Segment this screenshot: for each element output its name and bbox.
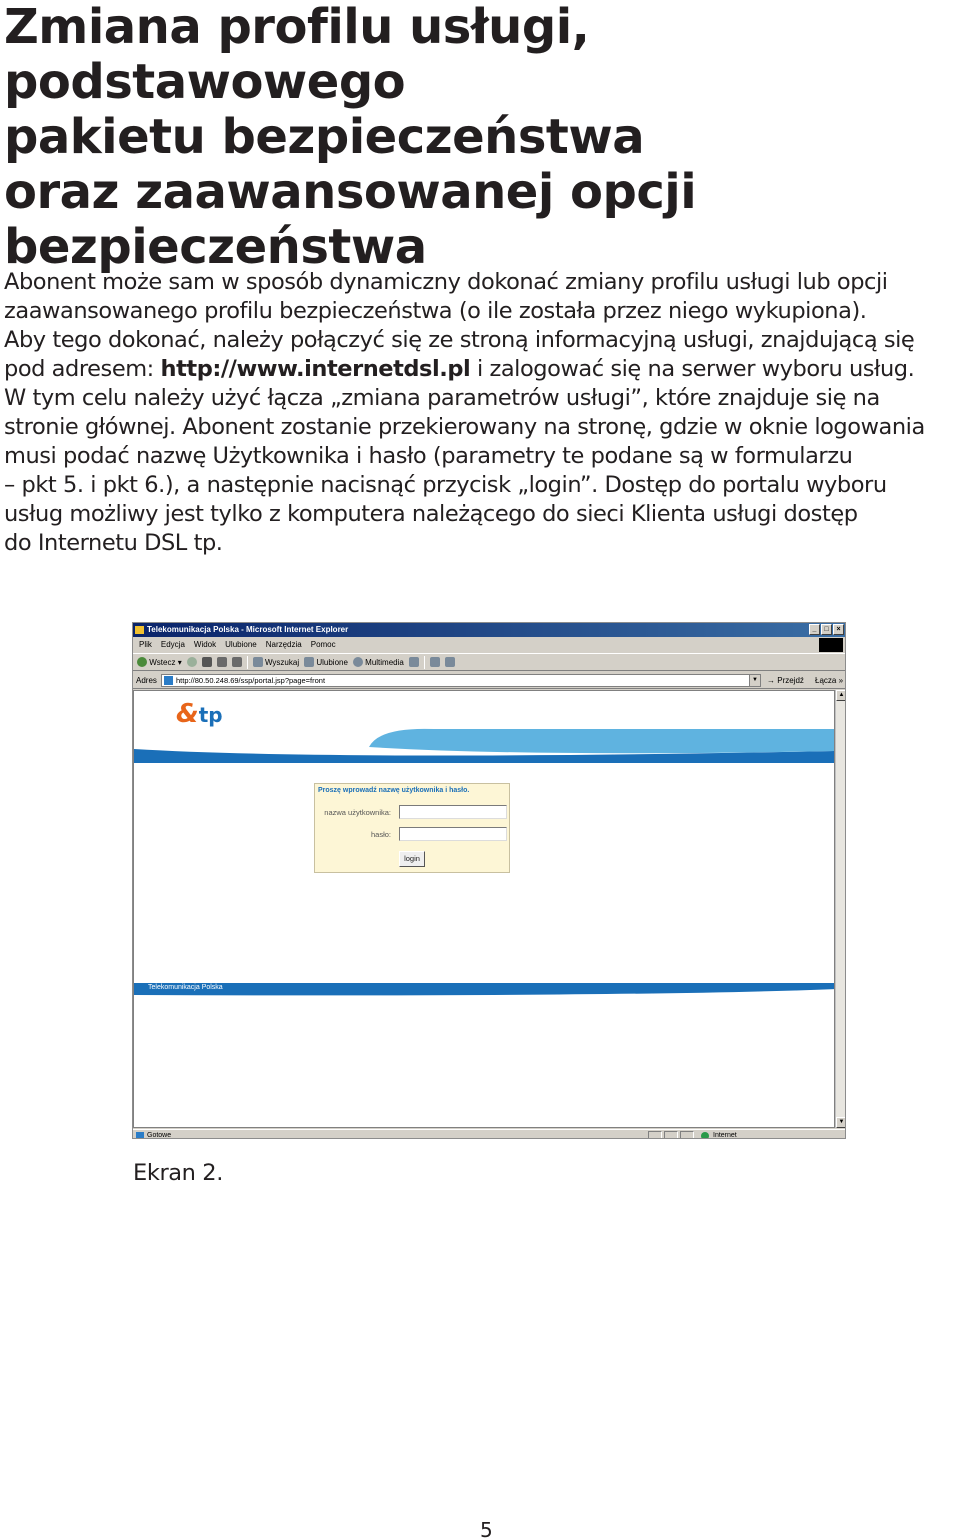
window-title: Telekomunikacja Polska - Microsoft Internet Explorer <box>147 625 349 634</box>
username-label: nazwa użytkownika: <box>324 808 391 817</box>
body-paragraph <box>4 268 960 558</box>
menu-view[interactable]: Widok <box>193 640 217 649</box>
page-icon <box>164 676 173 685</box>
login-button[interactable]: login <box>399 851 425 867</box>
password-input[interactable] <box>399 827 507 841</box>
forward-arrow-icon[interactable] <box>187 657 197 667</box>
favorites-button[interactable] <box>304 654 348 671</box>
scroll-down-icon[interactable]: ▼ <box>836 1117 846 1128</box>
figure-caption: Ekran 2. <box>133 1160 223 1186</box>
back-arrow-icon <box>137 657 147 667</box>
tp-logo <box>176 699 223 729</box>
search-button[interactable] <box>253 654 299 671</box>
ie-icon <box>135 626 144 634</box>
window-controls <box>809 624 844 635</box>
title-line: Zmiana profilu usługi, podstawowego <box>4 0 590 110</box>
multimedia-label: Multimedia <box>365 657 404 667</box>
body-line: do Internetu DSL tp. <box>4 530 223 556</box>
menu-help[interactable]: Pomoc <box>310 640 336 649</box>
username-input[interactable] <box>399 805 507 819</box>
browser-screenshot <box>132 622 846 1139</box>
body-text-fragment: i zalogować się na serwer wyboru usług. <box>470 356 915 382</box>
address-url: http://80.50.248.69/ssp/portal.jsp?page=front <box>176 676 326 685</box>
refresh-icon[interactable] <box>217 657 227 667</box>
body-line <box>4 355 960 384</box>
address-dropdown-icon[interactable]: ▼ <box>749 675 760 686</box>
menu-file[interactable]: Plik <box>139 640 152 649</box>
maximize-button[interactable]: □ <box>821 624 832 635</box>
menu-tools[interactable]: Narzędzia <box>265 640 302 649</box>
address-input[interactable] <box>161 674 761 687</box>
home-icon[interactable] <box>232 657 242 667</box>
header-banner <box>134 727 835 763</box>
title-line: oraz zaawansowanej opcji <box>4 164 697 220</box>
windows-logo-icon <box>819 638 843 652</box>
status-bar <box>133 1129 845 1139</box>
body-line: zaawansowanego profilu bezpieczeństwa (o ile została przez niego wykupiona). <box>4 298 867 324</box>
footer-text: Telekomunikacja Polska <box>148 984 223 991</box>
close-button[interactable]: × <box>833 624 844 635</box>
body-text-fragment: pod adresem: <box>4 356 161 382</box>
body-line: stronie głównej. Abonent zostanie przekierowany na stronę, gdzie w oknie logowania <box>4 414 925 440</box>
multimedia-icon <box>353 657 363 667</box>
toolbar-separator <box>247 656 248 669</box>
go-label: Przejdź <box>777 676 804 685</box>
stop-icon[interactable] <box>202 657 212 667</box>
footer-banner <box>134 983 835 997</box>
page-status-icon <box>136 1132 144 1139</box>
toolbar <box>133 653 845 671</box>
internet-zone-icon <box>701 1132 709 1139</box>
menu-favorites[interactable]: Ulubione <box>225 640 257 649</box>
address-bar <box>133 672 845 689</box>
minimize-button[interactable]: _ <box>809 624 820 635</box>
favorites-label: Ulubione <box>316 657 348 667</box>
history-icon[interactable] <box>409 657 419 667</box>
login-form <box>314 783 510 873</box>
search-icon <box>253 657 263 667</box>
status-text: Gotowe <box>147 1132 172 1139</box>
login-header: Proszę wprowadź nazwę użytkownika i hasło. <box>318 787 470 794</box>
page-viewport <box>133 690 835 1128</box>
body-line: Aby tego dokonać, należy połączyć się ze stroną informacyjną usługi, znajdującą się <box>4 327 915 353</box>
username-row <box>315 804 509 820</box>
title-line: bezpieczeństwa <box>4 219 427 275</box>
back-button[interactable]: Wstecz ▾ <box>137 654 182 671</box>
links-button[interactable]: Łącza » <box>815 676 844 685</box>
go-button[interactable]: → Przejdź <box>767 676 804 685</box>
body-line: W tym celu należy użyć łącza „zmiana parametrów usługi”, które znajduje się na <box>4 385 880 411</box>
print-icon[interactable] <box>445 657 455 667</box>
menu-bar <box>133 637 845 653</box>
body-line: Abonent może sam w sposób dynamiczny dokonać zmiany profilu usługi lub opcji <box>4 269 888 295</box>
window-titlebar <box>133 623 845 637</box>
multimedia-button[interactable] <box>353 654 404 671</box>
security-zone: Internet <box>713 1132 737 1139</box>
body-line: usług możliwy jest tylko z komputera należącego do sieci Klienta usługi dostęp <box>4 501 858 527</box>
url-link[interactable]: http://www.internetdsl.pl <box>160 356 471 382</box>
vertical-scrollbar[interactable] <box>835 690 846 1128</box>
logo-text: tp <box>198 703 223 727</box>
body-line: – pkt 5. i pkt 6.), a następnie nacisnąć przycisk „login”. Dostęp do portalu wyboru <box>4 472 887 498</box>
address-label: Adres <box>136 676 157 685</box>
mail-icon[interactable] <box>430 657 440 667</box>
page-title <box>4 0 944 275</box>
status-panels <box>648 1131 694 1139</box>
logo-ampersand: & <box>176 699 199 729</box>
body-line: musi podać nazwę Użytkownika i hasło (parametry te podane są w formularzu <box>4 443 853 469</box>
password-label: hasło: <box>370 830 391 839</box>
title-line: pakietu bezpieczeństwa <box>4 109 645 165</box>
password-row <box>315 826 509 842</box>
scroll-up-icon[interactable]: ▲ <box>836 690 846 701</box>
toolbar-separator <box>424 656 425 669</box>
search-label: Wyszukaj <box>264 657 300 667</box>
links-label: Łącza <box>815 676 837 685</box>
page-number: 5 <box>480 1518 493 1540</box>
menu-edit[interactable]: Edycja <box>160 640 185 649</box>
back-label: Wstecz <box>149 657 176 667</box>
favorites-icon <box>304 657 314 667</box>
